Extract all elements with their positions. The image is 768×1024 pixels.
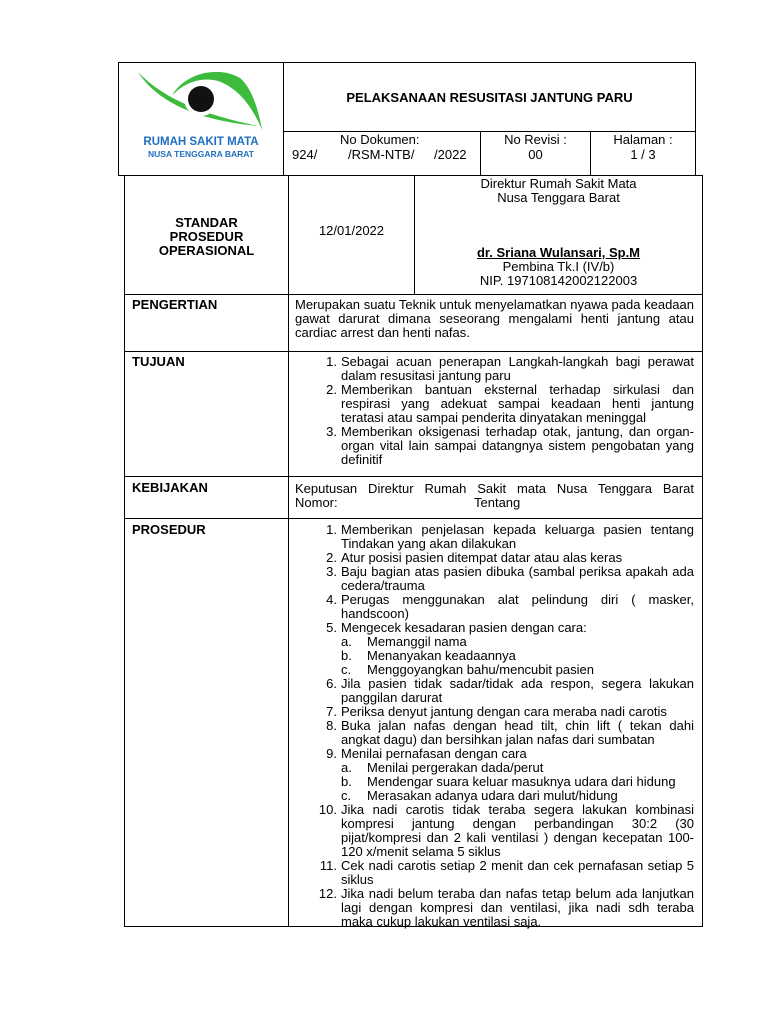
kebijakan-nomor: Nomor: [295, 495, 338, 510]
pengertian-text: Merupakan suatu Teknik untuk menyelamatkan nyawa pada keadaan gawat darurat dimana seseorang mengalami henti jantung atau cardiac arrest dan henti nafas. [295, 297, 694, 340]
document-title: PELAKSANAAN RESUSITASI JANTUNG PARU [346, 90, 633, 105]
prosedur-list-container [295, 523, 694, 929]
prosedur-step: 3. Baju bagian atas pasien dibuka (sambal periksa apakah ada cedera/trauma [326, 564, 694, 593]
prosedur-substeps [341, 761, 694, 803]
prosedur-step: 5. Mengecek kesadaran pasien dengan cara: a. Memanggil nama b. Menanyakan keadaannya c. Menggoyangkan bahu/mencubit pasien [295, 621, 694, 677]
prosedur-substeps [341, 635, 694, 677]
prosedur-step: 4. Perugas menggunakan alat pelindung diri ( masker, handscoon) [326, 592, 694, 621]
hospital-region: NUSA TENGGARA BARAT [148, 149, 254, 159]
hospital-logo [130, 66, 270, 134]
prosedur-step: 2. Atur posisi pasien ditempat datar atau alas keras [326, 550, 623, 565]
doc-number-part2: /RSM-NTB/ [348, 147, 415, 162]
hospital-name: RUMAH SAKIT MATA [143, 136, 259, 148]
pengertian-label: PENGERTIAN [132, 297, 218, 312]
prosedur-substep: a. Menilai pergerakan dada/perut [341, 760, 544, 775]
revision-value: 00 [528, 147, 543, 162]
revision-label: No Revisi : [504, 132, 567, 147]
page-value: 1 / 3 [630, 147, 656, 162]
prosedur-substep: a. Memanggil nama [341, 634, 467, 649]
signer-name: dr. Sriana Wulansari, Sp.M [476, 245, 641, 260]
tujuan-label-cell [124, 351, 289, 477]
director-line2: Nusa Tenggara Barat [497, 190, 620, 205]
prosedur-step: 11. Cek nadi carotis setiap 2 menit dan cek pernafasan setiap 5 siklus [319, 858, 694, 887]
sop-type-line1: STANDAR [175, 215, 238, 230]
prosedur-step: 7. Periksa denyut jantung dengan cara meraba nadi carotis [326, 704, 667, 719]
kebijakan-tentang: Tentang [474, 495, 521, 510]
tujuan-list [295, 355, 694, 467]
prosedur-label-cell [124, 518, 289, 927]
prosedur-step: 8. Buka jalan nafas dengan head tilt, chin lift ( tekan dahi angkat dagu) dan bersihkan jalan nafas dari sumbatan [326, 718, 694, 747]
prosedur-label: PROSEDUR [132, 522, 206, 537]
prosedur-substep: c. Merasakan adanya udara dari mulut/hidung [341, 788, 618, 803]
tujuan-item: 1. Sebagai acuan penerapan Langkah-langkah bagi perawat dalam resusitasi jantung paru [326, 354, 694, 383]
kebijakan-line1: Keputusan Direktur Rumah Sakit mata Nusa Tenggara Barat [295, 481, 694, 496]
prosedur-substep: c. Menggoyangkan bahu/mencubit pasien [341, 662, 594, 677]
signer-rank: Pembina Tk.I (IV/b) [502, 259, 615, 274]
page-label: Halaman : [613, 132, 673, 147]
doc-number-part1: 924/ [292, 147, 318, 162]
kebijakan-label: KEBIJAKAN [132, 480, 208, 495]
prosedur-step: 12. Jika nadi belum teraba dan nafas tetap belum ada lanjutkan lagi dengan kompresi dan ventilasi, jika nadi sdh teraba maka cukup lakukan ventilasi saja. [318, 886, 694, 929]
eye-pupil-icon [188, 86, 214, 112]
tujuan-item: 3. Memberikan oksigenasi terhadap otak, jantung, dan organ-organ vital lain sampai datangnya sistem pengobatan yang definitif [326, 424, 694, 467]
signer-nip: NIP. 197108142002122003 [479, 273, 638, 288]
prosedur-substep: b. Menanyakan keadaannya [341, 648, 516, 663]
sop-date: 12/01/2022 [318, 223, 385, 238]
prosedur-list [295, 523, 694, 929]
doc-number-label: No Dokumen: [340, 132, 420, 147]
doc-number-part3: /2022 [434, 147, 467, 162]
director-line1: Direktur Rumah Sakit Mata [480, 176, 637, 191]
tujuan-item: 2. Memberikan bantuan eksternal terhadap sirkulasi dan respirasi yang adekuat sampai keadaan henti jantung teratasi atau sampai penderita dinyatakan meninggal [326, 382, 694, 425]
prosedur-step: 6. Jila pasien tidak sadar/tidak ada respon, segera lakukan panggilan darurat [326, 676, 694, 705]
prosedur-step: 10. Jika nadi carotis tidak teraba segera lakukan kombinasi kompresi jantung dengan perbandingan 30:2 (30 pijat/kompresi dan 2 kali ventilasi ) dengan kecepatan 100-120 x/menit selama 5 siklus [318, 802, 694, 859]
tujuan-label: TUJUAN [132, 354, 185, 369]
prosedur-step: 1. Memberikan penjelasan kepada keluarga pasien tentang Tindakan yang akan dilakukan [326, 522, 694, 551]
prosedur-step: 9. Menilai pernafasan dengan cara a. Menilai pergerakan dada/perut b. Mendengar suara keluar masuknya udara dari hidung c. Merasakan adanya udara dari mulut/hidung [295, 747, 694, 803]
sop-type-line3: OPERASIONAL [158, 243, 255, 258]
tujuan-list-container [295, 355, 694, 467]
sop-type-line2: PROSEDUR [169, 229, 244, 244]
prosedur-substep: b. Mendengar suara keluar masuknya udara dari hidung [341, 774, 676, 789]
